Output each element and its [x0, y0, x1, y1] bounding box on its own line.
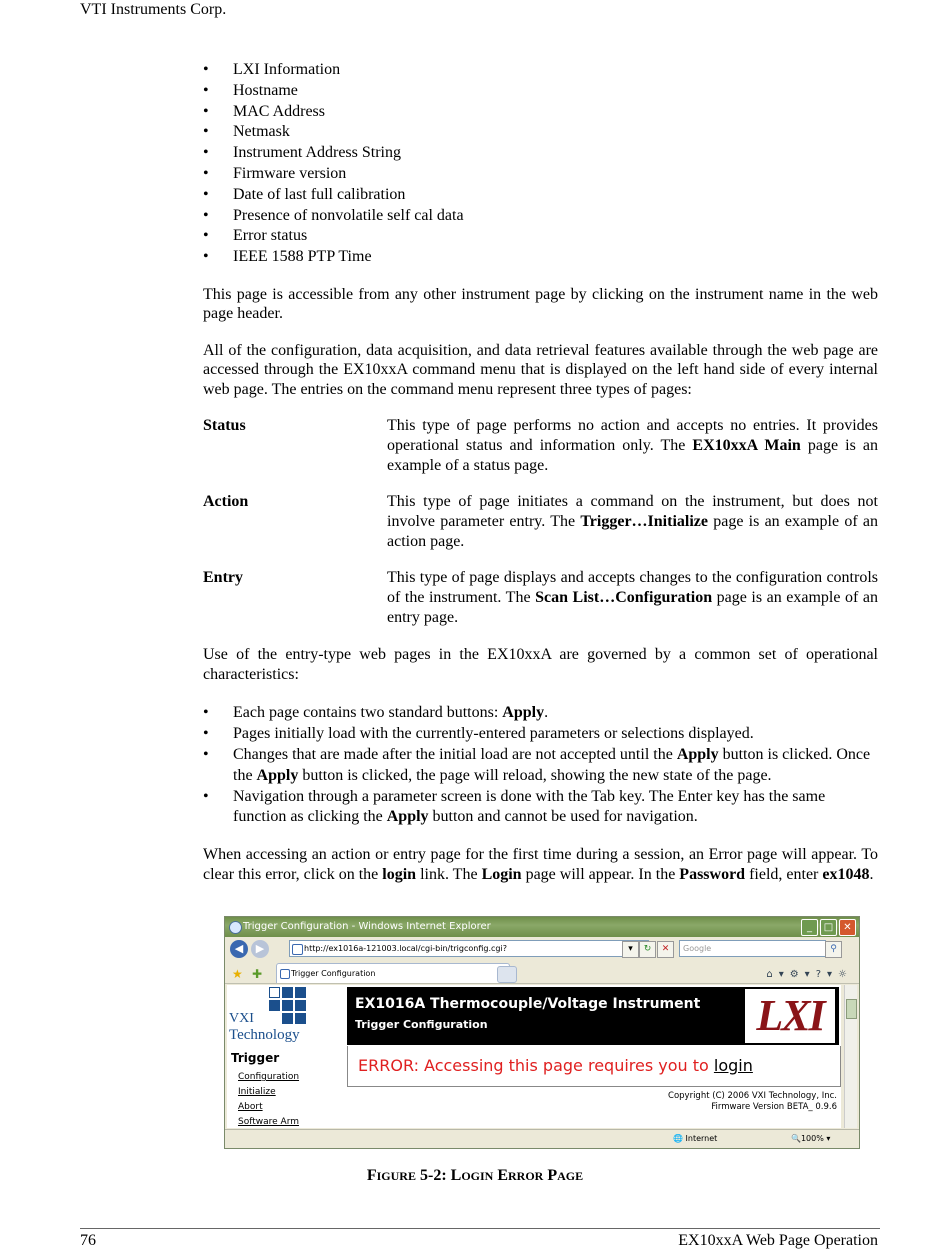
term-action: Action — [203, 493, 249, 511]
list-item: • Netmask — [203, 122, 878, 143]
list-item: • LXI Information — [203, 60, 878, 81]
dropdown-icon[interactable]: ▾ — [622, 941, 639, 958]
back-icon[interactable]: ◀ — [230, 940, 248, 958]
paragraph-access: This page is accessible from any other instrument page by clicking on the instrument name in the web page header. — [203, 285, 878, 323]
page-title: Trigger Configuration — [355, 1018, 488, 1031]
running-header: VTI Instruments Corp. — [80, 1, 227, 18]
status-bar — [225, 1129, 859, 1148]
login-link[interactable]: login — [713, 1056, 753, 1075]
list-item: • Navigation through a parameter screen is done with the Tab key. The Enter key has the same function as clicking the Apply button and cannot be used for navigation. — [203, 787, 878, 829]
info-list — [203, 60, 878, 268]
instrument-banner — [347, 987, 839, 1045]
error-message: ERROR: Accessing this page requires you to login — [358, 1056, 753, 1075]
internet-zone: 🌐 Internet — [673, 1134, 718, 1143]
tab-bar — [225, 961, 859, 984]
list-item: • Each page contains two standard buttons: Apply. — [203, 703, 878, 724]
menu-link-configuration[interactable]: Configuration — [238, 1072, 300, 1082]
ie-icon — [229, 921, 242, 934]
page-content — [203, 60, 878, 884]
paragraph-login: When accessing an action or entry page for the first time during a session, an Error page will appear. To clear this error, click on the login link. The Login page will appear. In the Password field, enter ex1048. — [203, 846, 878, 883]
url-field[interactable]: http://ex1016a-121003.local/cgi-bin/trigconfig.cgi? — [289, 940, 649, 957]
list-item: • Firmware version — [203, 164, 878, 185]
footer-divider — [80, 1228, 880, 1229]
footer-section: EX10xxA Web Page Operation — [678, 1232, 878, 1249]
maximize-icon[interactable]: □ — [820, 919, 837, 936]
list-item: • MAC Address — [203, 102, 878, 123]
menu-link-initialize[interactable]: Initialize — [238, 1087, 276, 1097]
command-menu — [231, 1048, 299, 1130]
tab-trigger-configuration[interactable]: Trigger Configuration — [276, 963, 510, 983]
close-icon[interactable]: ✕ — [839, 919, 856, 936]
search-input[interactable]: Google — [679, 940, 826, 957]
def-action — [203, 492, 878, 552]
forward-icon[interactable]: ▶ — [251, 940, 269, 958]
list-item: • Error status — [203, 226, 878, 247]
figure-caption: FIGURE 5-2: LOGIN ERROR PAGE — [366, 1167, 584, 1184]
rules-list — [203, 703, 878, 828]
browser-viewport — [227, 985, 841, 1128]
favorites-icon[interactable]: ★ — [232, 967, 243, 981]
login-error-screenshot — [224, 916, 860, 1149]
window-titlebar — [225, 917, 859, 937]
menu-link-abort[interactable]: Abort — [238, 1102, 263, 1112]
search-icon[interactable]: ⚲ — [825, 941, 842, 958]
menu-link-software-arm[interactable]: Software Arm — [238, 1117, 300, 1127]
window-title: Trigger Configuration - Windows Internet Explorer — [243, 921, 491, 932]
page-types — [203, 416, 878, 628]
list-item: • IEEE 1588 PTP Time — [203, 247, 878, 268]
list-item: • Date of last full calibration — [203, 185, 878, 206]
add-favorites-icon[interactable]: ✚ — [252, 967, 263, 981]
desc-action: This type of page initiates a command on the instrument, but does not involve parameter entry. The Trigger…Initialize page is an example of an action page. — [387, 493, 878, 551]
page-icon — [292, 944, 303, 955]
list-item: • Pages initially load with the currently-entered parameters or selections displayed. — [203, 724, 878, 745]
error-box — [347, 1046, 841, 1087]
vxi-logo: VXI Technology — [229, 987, 345, 1045]
scrollbar[interactable] — [844, 985, 857, 1128]
address-bar — [225, 937, 859, 961]
desc-status: This type of page performs no action and accepts no entries. It provides operational status and information only. The EX10xxA Main page is an example of a status page. — [387, 417, 878, 475]
copyright-notice: Copyright (C) 2006 VXI Technology, Inc. Firmware Version BETA_ 0.9.6 — [668, 1091, 837, 1112]
list-item: • Instrument Address String — [203, 143, 878, 164]
menu-heading-trigger: Trigger — [231, 1051, 280, 1065]
page-number: 76 — [80, 1232, 96, 1249]
paragraph-menu: All of the configuration, data acquisition, and data retrieval features available through the web page are accessed through the EX10xxA command menu that is displayed on the left hand side of every internal web page. The entries on the command menu represent three types of pages: — [203, 341, 878, 398]
zoom-level[interactable]: 🔍100% ▾ — [791, 1134, 831, 1143]
instrument-name[interactable]: EX1016A Thermocouple/Voltage Instrument — [355, 996, 701, 1012]
stop-icon[interactable]: ✕ — [657, 941, 674, 958]
desc-entry: This type of page displays and accepts changes to the configuration controls of the instrument. The Scan List…Configuration page is an example of an entry page. — [387, 569, 878, 627]
term-entry: Entry — [203, 569, 243, 587]
term-status: Status — [203, 417, 246, 435]
list-item: • Presence of nonvolatile self cal data — [203, 206, 878, 227]
refresh-icon[interactable]: ↻ — [639, 941, 656, 958]
list-item: • Changes that are made after the initial load are not accepted until the Apply button is clicked. Once the Apply button is clicked, the page will reload, showing the new state of the page. — [203, 745, 878, 787]
minimize-icon[interactable]: _ — [801, 919, 818, 936]
new-tab-button[interactable] — [497, 966, 517, 983]
lxi-logo: LXI — [745, 989, 835, 1043]
paragraph-characteristics: Use of the entry-type web pages in the EX10xxA are governed by a common set of operational characteristics: — [203, 646, 878, 683]
def-entry — [203, 568, 878, 628]
window-controls — [801, 919, 856, 936]
page-icon — [280, 969, 290, 979]
list-item: • Hostname — [203, 81, 878, 102]
toolbar-icons[interactable]: ⌂▾⚙▾?▾☼ — [766, 969, 853, 980]
def-status — [203, 416, 878, 476]
